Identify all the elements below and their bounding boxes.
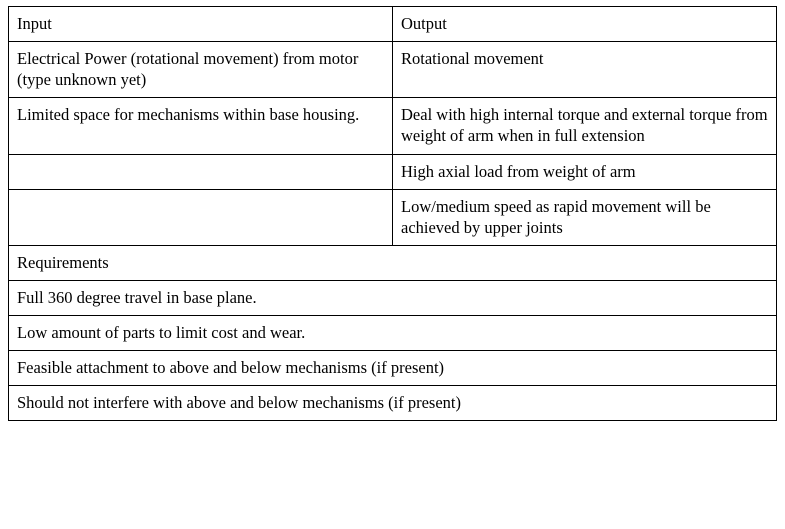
- requirement-item-2: Low amount of parts to limit cost and wear.: [9, 316, 777, 351]
- requirement-row: [9, 351, 777, 386]
- requirement-item-3: Feasible attachment to above and below mechanisms (if present): [9, 351, 777, 386]
- cell-input-4: [9, 189, 393, 245]
- table-header-row: [9, 7, 777, 42]
- table-row: [9, 154, 777, 189]
- cell-input-1: Electrical Power (rotational movement) from motor (type unknown yet): [9, 42, 393, 98]
- requirement-row: [9, 386, 777, 421]
- requirement-item-1: Full 360 degree travel in base plane.: [9, 280, 777, 315]
- column-header-input: Input: [9, 7, 393, 42]
- cell-output-3: High axial load from weight of arm: [393, 154, 777, 189]
- cell-output-1: Rotational movement: [393, 42, 777, 98]
- input-output-requirements-table: [8, 6, 777, 421]
- requirement-item-4: Should not interfere with above and below mechanisms (if present): [9, 386, 777, 421]
- requirements-header: Requirements: [9, 245, 777, 280]
- cell-input-2: Limited space for mechanisms within base housing.: [9, 98, 393, 154]
- requirement-row: [9, 280, 777, 315]
- requirement-row: [9, 316, 777, 351]
- table-row: [9, 98, 777, 154]
- cell-output-2: Deal with high internal torque and external torque from weight of arm when in full extension: [393, 98, 777, 154]
- table-row: [9, 189, 777, 245]
- requirements-header-row: [9, 245, 777, 280]
- table-row: [9, 42, 777, 98]
- column-header-output: Output: [393, 7, 777, 42]
- cell-input-3: [9, 154, 393, 189]
- cell-output-4: Low/medium speed as rapid movement will be achieved by upper joints: [393, 189, 777, 245]
